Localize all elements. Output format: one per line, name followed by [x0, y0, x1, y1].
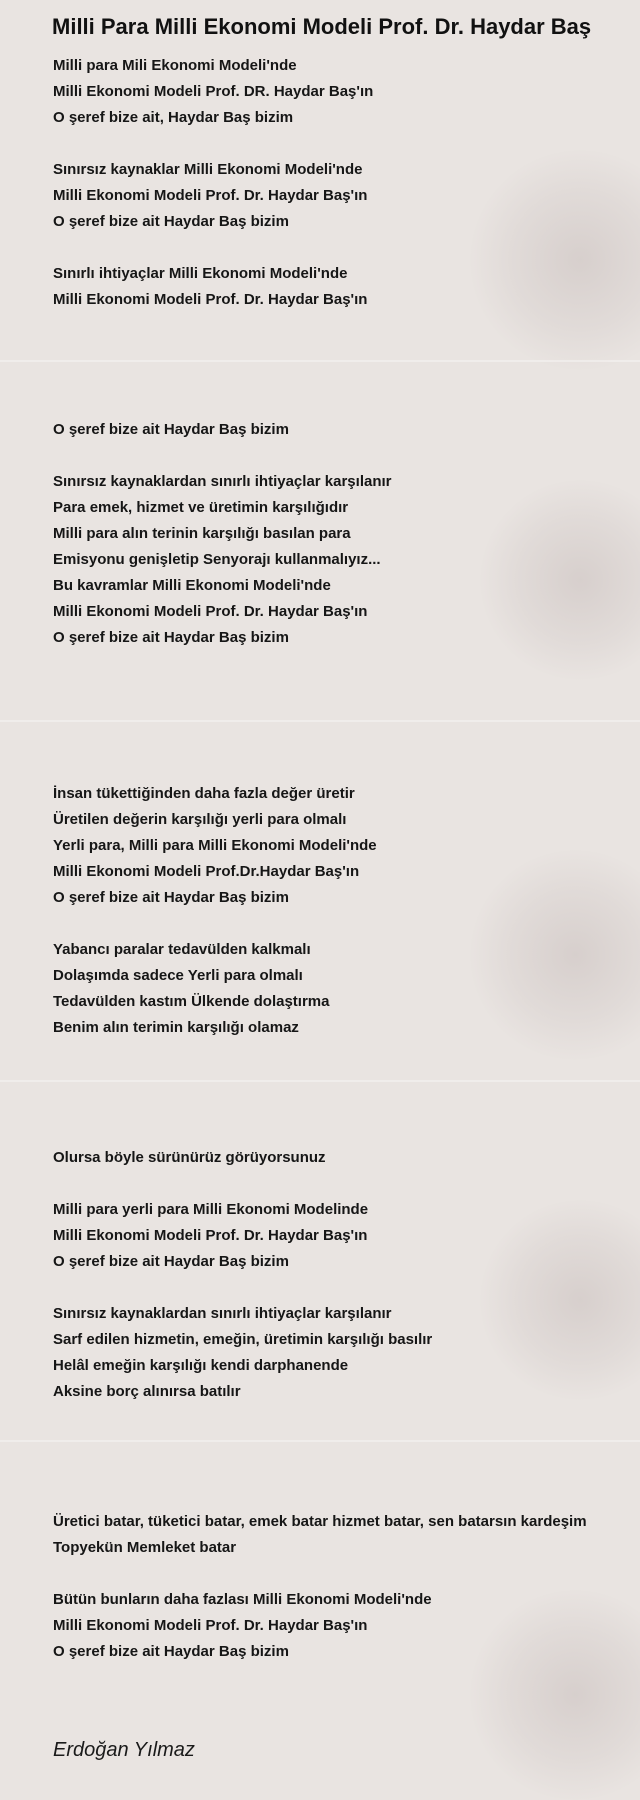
poem-line: Dolaşımda sadece Yerli para olmalı	[53, 967, 303, 984]
poem-line: İnsan tükettiğinden daha fazla değer üretir	[53, 785, 355, 802]
poem-blank-line	[53, 1093, 613, 1119]
poem-blank-line	[53, 911, 613, 937]
poem-line: Sınırsız kaynaklardan sınırlı ihtiyaçlar karşılanır	[53, 473, 392, 490]
poem-line: Helâl emeğin karşılığı kendi darphanende	[53, 1357, 349, 1374]
poem-blank-line	[53, 1171, 613, 1197]
poem-blank-line	[53, 1405, 613, 1431]
poem-line: Para emek, hizmet ve üretimin karşılığıdır	[53, 499, 349, 516]
poem-line: Sınırsız kaynaklardan sınırlı ihtiyaçlar karşılanır	[53, 1305, 392, 1322]
poem-line: Milli Ekonomi Modeli Prof. Dr. Haydar Baş'ın	[53, 187, 368, 204]
poem-blank-line	[53, 235, 613, 261]
poem-line: O şeref bize ait Haydar Baş bizim	[53, 629, 289, 646]
poem-line: Sınırlı ihtiyaçlar Milli Ekonomi Modeli'nde	[53, 265, 348, 282]
poem-body	[53, 53, 613, 1665]
poem-line: Olursa böyle sürünürüz görüyorsunuz	[53, 1149, 326, 1166]
poem-line: Benim alın terimin karşılığı olamaz	[53, 1019, 299, 1036]
poem-blank-line	[53, 1431, 613, 1457]
poem-blank-line	[53, 131, 613, 157]
poem-line: Milli para alın terinin karşılığı basılan para	[53, 525, 351, 542]
poem-line: Sınırsız kaynaklar Milli Ekonomi Modeli'nde	[53, 161, 363, 178]
poem-line: Topyekün Memleket batar	[53, 1539, 237, 1556]
poem-line: Bu kavramlar Milli Ekonomi Modeli'nde	[53, 577, 331, 594]
poem-line: Milli Ekonomi Modeli Prof. Dr. Haydar Baş'ın	[53, 1227, 368, 1244]
poem-line: Aksine borç alınırsa batılır	[53, 1383, 241, 1400]
poem-line: Milli Ekonomi Modeli Prof. Dr. Haydar Baş'ın	[53, 291, 368, 308]
poem-blank-line	[53, 1041, 613, 1067]
poem-line: Milli Ekonomi Modeli Prof.Dr.Haydar Baş'ın	[53, 863, 360, 880]
poem-blank-line	[53, 391, 613, 417]
poem-line: O şeref bize ait Haydar Baş bizim	[53, 889, 289, 906]
poem-blank-line	[53, 703, 613, 729]
poem-blank-line	[53, 339, 613, 365]
poem-blank-line	[53, 651, 613, 677]
poem-blank-line	[53, 1457, 613, 1483]
poem-line: O şeref bize ait Haydar Baş bizim	[53, 213, 289, 230]
poem-line: Milli para Mili Ekonomi Modeli'nde	[53, 57, 297, 74]
poem-blank-line	[53, 1483, 613, 1509]
poem-blank-line	[53, 1561, 613, 1587]
poem-line: O şeref bize ait Haydar Baş bizim	[53, 421, 289, 438]
poem-line: Milli para yerli para Milli Ekonomi Modelinde	[53, 1201, 369, 1218]
poem-line: O şeref bize ait, Haydar Baş bizim	[53, 109, 294, 126]
poem-line: Milli Ekonomi Modeli Prof. Dr. Haydar Baş'ın	[53, 603, 368, 620]
poem-line: Bütün bunların daha fazlası Milli Ekonomi Modeli'nde	[53, 1591, 432, 1608]
poem-blank-line	[53, 365, 613, 391]
poem-blank-line	[53, 1067, 613, 1093]
poem-blank-line	[53, 677, 613, 703]
poem-line: Sarf edilen hizmetin, emeğin, üretimin karşılığı basılır	[53, 1331, 433, 1348]
poem-line: Tedavülden kastım Ülkende dolaştırma	[53, 993, 330, 1010]
poem-blank-line	[53, 755, 613, 781]
poem-title: Milli Para Milli Ekonomi Modeli Prof. Dr. Haydar Baş	[52, 14, 592, 39]
poem-line: Yerli para, Milli para Milli Ekonomi Modeli'nde	[53, 837, 377, 854]
poem-author[interactable]: Erdoğan Yılmaz	[53, 1739, 195, 1761]
poem-blank-line	[53, 1275, 613, 1301]
poem-line: Üretilen değerin karşılığı yerli para olmalı	[53, 811, 347, 828]
poem-blank-line	[53, 729, 613, 755]
poem-blank-line	[53, 443, 613, 469]
poem-line: Milli Ekonomi Modeli Prof. DR. Haydar Baş'ın	[53, 83, 374, 100]
poem-line: O şeref bize ait Haydar Baş bizim	[53, 1643, 289, 1660]
poem-line: Milli Ekonomi Modeli Prof. Dr. Haydar Baş'ın	[53, 1617, 368, 1634]
poem-line: Emisyonu genişletip Senyorajı kullanmalıyız...	[53, 551, 381, 568]
poem-line: Yabancı paralar tedavülden kalkmalı	[53, 941, 311, 958]
poem-line: Üretici batar, tüketici batar, emek batar hizmet batar, sen batarsın kardeşim	[53, 1513, 587, 1530]
poem-blank-line	[53, 1119, 613, 1145]
poem-line: O şeref bize ait Haydar Baş bizim	[53, 1253, 289, 1270]
poem-blank-line	[53, 313, 613, 339]
